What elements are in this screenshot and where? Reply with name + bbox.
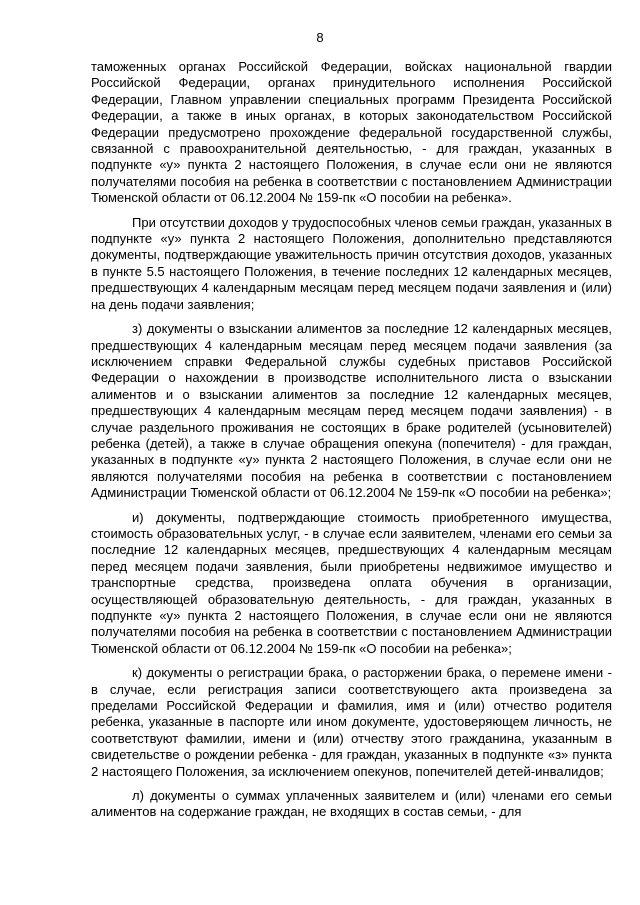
document-body <box>91 59 612 821</box>
paragraph-item-l: л) документы о суммах уплаченных заявителем и (или) членами его семьи алиментов на содержание граждан, не входящих в состав семьи, - для <box>91 788 612 820</box>
page-number: 8 <box>316 30 324 45</box>
paragraph-continuation: таможенных органах Российской Федерации, войсках национальной гвардии Российской Федерации, органах принудительного исполнения Российской Федерации, Главном управлении специальных программ Президента Российской Федерации, а также в иных органах, в которых законодательством Российской Федерации предусмотрено прохождение федеральной государственной службы, связанной с правоохранительной деятельностью, - для граждан, указанных в подпункте «у» пункта 2 настоящего Положения, в случае если они не являются получателями пособия на ребенка в соответствии с постановлением Администрации Тюменской области от 06.12.2004 № 159-пк «О пособии на ребенка». <box>91 59 612 206</box>
paragraph-item-i: и) документы, подтверждающие стоимость приобретенного имущества, стоимость образовательных услуг, - в случае если заявителем, членами его семьи за последние 12 календарных месяцев, предшествующих 4 календарным месяцам перед месяцем подачи заявления, были приобретены недвижимое имущество и транспортные средства, произведена оплата обучения в организации, осуществляющей образовательную деятельность, - для граждан, указанных в подпункте «у» пункта 2 настоящего Положения, в случае если они не являются получателями пособия на ребенка в соответствии с постановлением Администрации Тюменской области от 06.12.2004 № 159-пк «О пособии на ребенка»; <box>91 509 612 656</box>
paragraph-no-income: При отсутствии доходов у трудоспособных членов семьи граждан, указанных в подпункте «у» пункта 2 настоящего Положения, дополнительно представляются документы, подтверждающие уважительность причин отсутствия доходов, указанных в пункте 5.5 настоящего Положения, в течение последних 12 календарных месяцев, предшествующих 4 календарным месяцам перед месяцем подачи заявления и (или) на день подачи заявления; <box>91 214 612 312</box>
paragraph-item-z: з) документы о взыскании алиментов за последние 12 календарных месяцев, предшествующих 4 календарным месяцам перед месяцем подачи заявления (за исключением справки Федеральной службы судебных приставов Российской Федерации о нахождении в производстве исполнительного листа о взыскании алиментов и о взыскании алиментов за последние 12 календарных месяцев, предшествующих 4 календарным месяцам перед месяцем подачи заявления) - в случае раздельного проживания не состоящих в браке родителей (усыновителей) ребенка (детей), а также в случае обращения опекуна (попечителя) - для граждан, указанных в подпункте «у» пункта 2 настоящего Положения, в случае если они не являются получателями пособия на ребенка в соответствии с постановлением Администрации Тюменской области от 06.12.2004 № 159-пк «О пособии на ребенка»; <box>91 321 612 501</box>
paragraph-item-k: к) документы о регистрации брака, о расторжении брака, о перемене имени - в случае, если регистрация записи соответствующего акта произведена за пределами Российской Федерации и фамилия, имя и (или) отчество родителя ребенка, указанные в паспорте или ином документе, удостоверяющем личность, не соответствуют фамилии, имени и (или) отчеству этого гражданина, указанным в свидетельстве о рождении ребенка - для граждан, указанных в подпункте «з» пункта 2 настоящего Положения, за исключением опекунов, попечителей детей-инвалидов; <box>91 665 612 779</box>
